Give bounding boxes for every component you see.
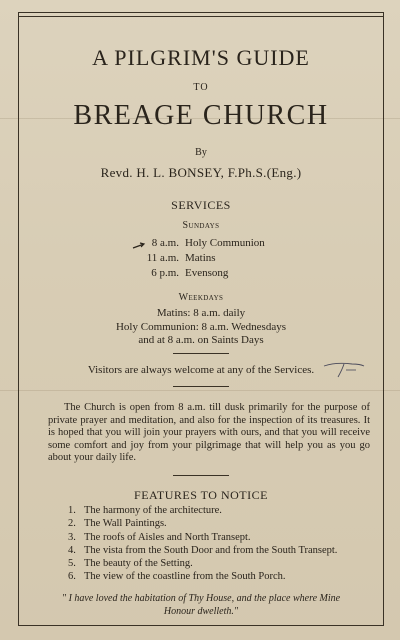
features-list <box>68 504 378 584</box>
feature-text: The harmony of the architecture. <box>84 505 222 516</box>
feature-number: 1. <box>68 505 76 516</box>
title-to: TO <box>193 82 209 93</box>
sundays-heading: Sundays <box>182 220 220 231</box>
feature-text: The view of the coastline from the South Porch. <box>84 571 286 583</box>
title-line-2: BREAGE CHURCH <box>73 100 329 131</box>
list-item: Holy Communion: 8 a.m. Wednesdays <box>115 320 286 333</box>
feature-text: The Wall Paintings. <box>84 518 167 530</box>
list-item <box>68 557 378 570</box>
feature-number: 6. <box>68 571 76 583</box>
service-name: Holy Communion <box>185 237 265 249</box>
feature-text: The beauty of the Setting. <box>84 558 193 570</box>
weekdays-heading: Weekdays <box>178 292 224 303</box>
feature-number: 5. <box>68 558 76 570</box>
section-divider <box>173 353 229 354</box>
list-item <box>146 236 265 251</box>
handwritten-pen-mark <box>322 358 366 385</box>
title-line-1: A PILGRIM'S GUIDE <box>92 45 310 70</box>
list-item <box>68 531 378 544</box>
service-name: Matins <box>185 252 216 264</box>
author-name: Revd. H. L. BONSEY, F.Ph.S.(Eng.) <box>100 165 302 180</box>
service-time: 8 a.m. <box>151 237 179 249</box>
feature-number: 2. <box>68 518 76 530</box>
list-item <box>146 266 265 281</box>
list-item: Matins: 8 a.m. daily <box>156 307 246 319</box>
service-time: 6 p.m. <box>151 267 179 279</box>
sunday-services-list <box>146 236 265 281</box>
visitors-note: Visitors are always welcome at any of the Services. <box>87 364 315 376</box>
feature-text: The roofs of Aisles and North Transept. <box>84 531 251 543</box>
section-divider <box>173 386 229 387</box>
feature-number: 3. <box>68 531 76 543</box>
feature-number: 4. <box>68 544 76 556</box>
weekday-services-list <box>18 307 384 348</box>
list-item <box>68 504 378 517</box>
section-divider <box>173 475 229 476</box>
pen-arrow-mark <box>132 238 146 256</box>
services-heading: SERVICES <box>171 198 231 212</box>
byline-label: By <box>195 147 207 158</box>
list-item <box>146 251 265 266</box>
service-time: 11 a.m. <box>146 252 179 264</box>
service-name: Evensong <box>185 267 229 279</box>
list-item: and at 8 a.m. on Saints Days <box>138 334 264 346</box>
list-item <box>68 544 378 557</box>
intro-paragraph: The Church is open from 8 a.m. till dusk primarily for the purpose of private prayer and meditation, and also for the inspection of its treasures. It is hoped that you will join your prayers with ours, and that you will receive some comfort and joy from your pilgrimage that will help you as you go about your daily life. <box>48 402 370 464</box>
feature-text: The vista from the South Door and from the South Transept. <box>84 544 338 556</box>
list-item <box>68 517 378 530</box>
features-heading: FEATURES TO NOTICE <box>134 488 268 502</box>
closing-quote: " I have loved the habitation of Thy House, and the place where Mine Honour dwelleth." <box>61 593 341 617</box>
list-item <box>68 570 378 583</box>
document-content <box>18 12 384 626</box>
